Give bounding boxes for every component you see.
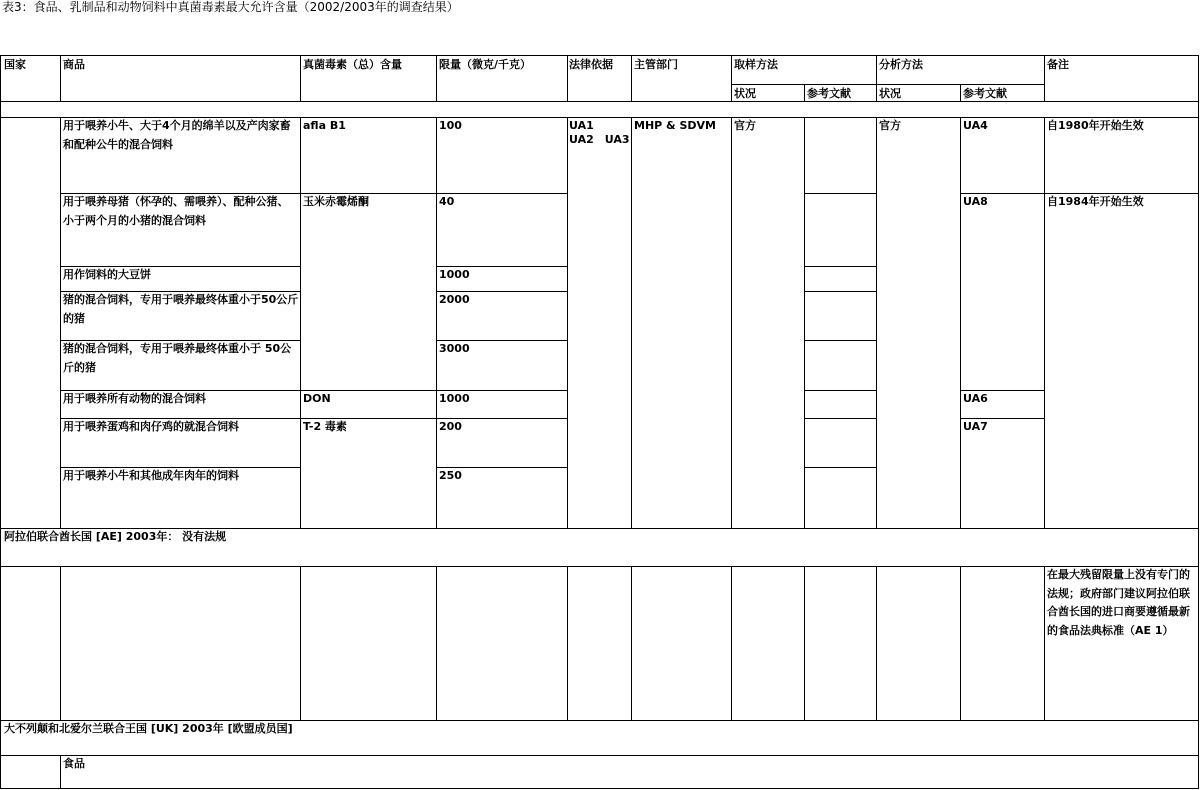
reference-cell: UA6	[963, 392, 988, 405]
country-section-header-uk: 大不列颠和北爱尔兰联合王国 [UK] 2003年 [欧盟成员国]	[4, 722, 293, 735]
header-sampling-status: 状况	[734, 87, 756, 100]
analysis-status-cell: 官方	[879, 119, 901, 132]
limit-cell: 1000	[439, 268, 470, 281]
sampling-status-cell: 官方	[734, 119, 756, 132]
header-analysis-status: 状况	[879, 87, 901, 100]
header-limit: 限量（微克/千克）	[439, 58, 532, 71]
limit-cell: 1000	[439, 392, 470, 405]
header-mycotoxin: 真菌毒素（总）含量	[303, 58, 402, 71]
legal-basis-line-2: UA2 UA3	[569, 133, 630, 146]
mycotoxin-cell: T-2 毒素	[303, 420, 347, 433]
reference-cell: UA7	[963, 420, 988, 433]
header-legal-basis: 法律依据	[569, 58, 613, 71]
header-commodity: 商品	[63, 58, 85, 71]
table-caption: 表3：食品、乳制品和动物饲料中真菌毒素最大允许含量（2002/2003年的调查结果）	[2, 0, 459, 14]
limit-cell: 200	[439, 420, 462, 433]
header-country: 国家	[4, 58, 26, 71]
commodity-cell: 用于喂养小牛、大于4个月的绵羊以及产肉家畜和配种公牛的混合饲料	[63, 119, 291, 151]
mycotoxin-cell: 玉米赤霉烯酮	[303, 195, 369, 208]
legal-basis-line-1: UA1	[569, 119, 594, 132]
commodity-cell: 用作饲料的大豆饼	[63, 268, 151, 281]
remark-cell: 自1984年开始生效	[1047, 195, 1144, 208]
limit-cell: 2000	[439, 293, 470, 306]
mycotoxin-cell: DON	[303, 392, 331, 405]
commodity-cell: 用于喂养小牛和其他成年肉年的饲料	[63, 469, 239, 482]
header-sampling-reference: 参考文献	[807, 87, 851, 100]
header-analysis-reference: 参考文献	[963, 87, 1007, 100]
limit-cell: 3000	[439, 342, 470, 355]
limit-cell: 100	[439, 119, 462, 132]
commodity-cell: 猪的混合饲料，专用于喂养最终体重小于 50公斤的猪	[63, 342, 292, 374]
header-sampling: 取样方法	[734, 58, 778, 71]
country-section-header-ae: 阿拉伯联合酋长国 [AE] 2003年： 没有法规	[4, 530, 227, 543]
authority-cell: MHP & SDVM	[634, 119, 716, 132]
limit-cell: 250	[439, 469, 462, 482]
mycotoxin-cell: afla B1	[303, 119, 346, 132]
remark-cell: 自1980年开始生效	[1047, 119, 1144, 132]
header-analysis: 分析方法	[879, 58, 923, 71]
reference-cell: UA8	[963, 195, 988, 208]
header-authority: 主管部门	[634, 58, 678, 71]
commodity-cell: 猪的混合饲料，专用于喂养最终体重小于50公斤的猪	[63, 293, 299, 325]
ae-remark-cell: 在最大残留限量上没有专门的法规；政府部门建议阿拉伯联合酋长国的进口商要遵循最新的食品法典标准（AE 1）	[1047, 568, 1190, 637]
commodity-cell: 用于喂养蛋鸡和肉仔鸡的就混合饲料	[63, 420, 239, 433]
reference-cell: UA4	[963, 119, 988, 132]
commodity-cell: 用于喂养母猪（怀孕的、需喂养）、配种公猪、小于两个月的小猪的混合饲料	[63, 195, 289, 227]
commodity-cell: 用于喂养所有动物的混合饲料	[63, 392, 206, 405]
limit-cell: 40	[439, 195, 455, 208]
uk-commodity-cell: 食品	[63, 757, 85, 770]
header-remarks: 备注	[1047, 58, 1069, 71]
